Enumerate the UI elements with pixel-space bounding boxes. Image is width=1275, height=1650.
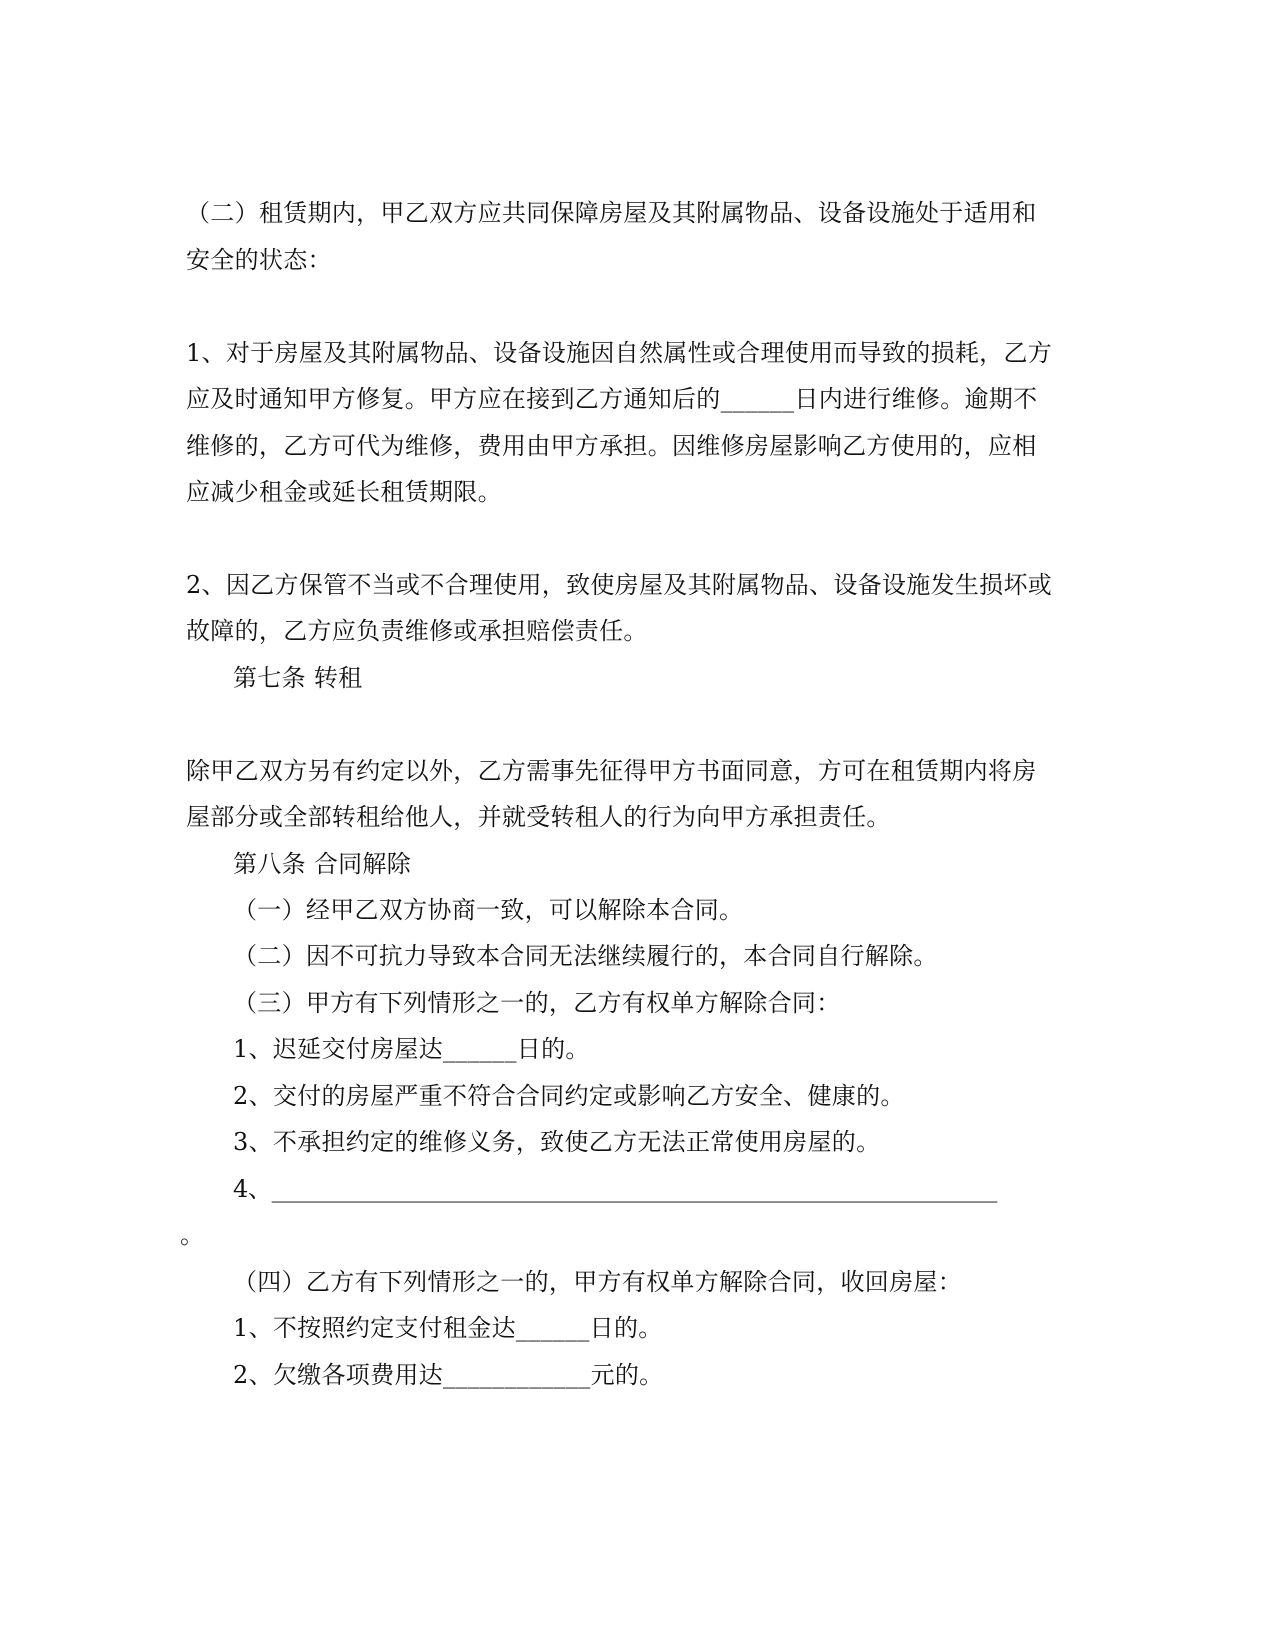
paragraph-line: 屋部分或全部转租给他人，并就受转租人的行为向甲方承担责任。 <box>186 803 891 831</box>
paragraph-line: （四）乙方有下列情形之一的，甲方有权单方解除合同，收回房屋： <box>233 1268 962 1296</box>
paragraph-line: （三）甲方有下列情形之一的，乙方有权单方解除合同： <box>233 989 841 1017</box>
list-item: 2、欠缴各项费用达____________元的。 <box>233 1361 664 1389</box>
article-heading: 第七条 转租 <box>233 664 363 692</box>
list-item: 3、不承担约定的维修义务，致使乙方无法正常使用房屋的。 <box>233 1128 881 1156</box>
paragraph-line: 2、因乙方保管不当或不合理使用，致使房屋及其附属物品、设备设施发生损坏或 <box>186 571 1053 599</box>
paragraph-line: 安全的状态： <box>186 246 332 274</box>
paragraph-line: （一）经甲乙双方协商一致，可以解除本合同。 <box>233 896 744 924</box>
paragraph-line: 。 <box>180 1221 205 1249</box>
list-item: 1、不按照约定支付租金达______日的。 <box>233 1314 663 1342</box>
paragraph-line: 应及时通知甲方修复。甲方应在接到乙方通知后的______日内进行维修。逾期不 <box>186 385 1038 413</box>
paragraph-line: （二）租赁期内，甲乙双方应共同保障房屋及其附属物品、设备设施处于适用和 <box>186 199 1037 227</box>
paragraph-line: （二）因不可抗力导致本合同无法继续履行的，本合同自行解除。 <box>233 942 938 970</box>
paragraph-line: 除甲乙双方另有约定以外，乙方需事先征得甲方书面同意，方可在租赁期内将房 <box>186 757 1037 785</box>
article-heading: 第八条 合同解除 <box>233 850 412 878</box>
list-item: 1、迟延交付房屋达______日的。 <box>233 1035 590 1063</box>
list-item: 2、交付的房屋严重不符合合同约定或影响乙方安全、健康的。 <box>233 1082 905 1110</box>
paragraph-line: 应减少租金或延长租赁期限。 <box>186 478 502 506</box>
paragraph-line: 故障的，乙方应负责维修或承担赔偿责任。 <box>186 617 648 645</box>
paragraph-line: 1、对于房屋及其附属物品、设备设施因自然属性或合理使用而导致的损耗，乙方 <box>186 339 1053 367</box>
paragraph-line: 维修的，乙方可代为维修，费用由甲方承担。因维修房屋影响乙方使用的，应相 <box>186 432 1037 460</box>
list-item-blank: 4、______________________________________________________________ <box>233 1175 998 1203</box>
